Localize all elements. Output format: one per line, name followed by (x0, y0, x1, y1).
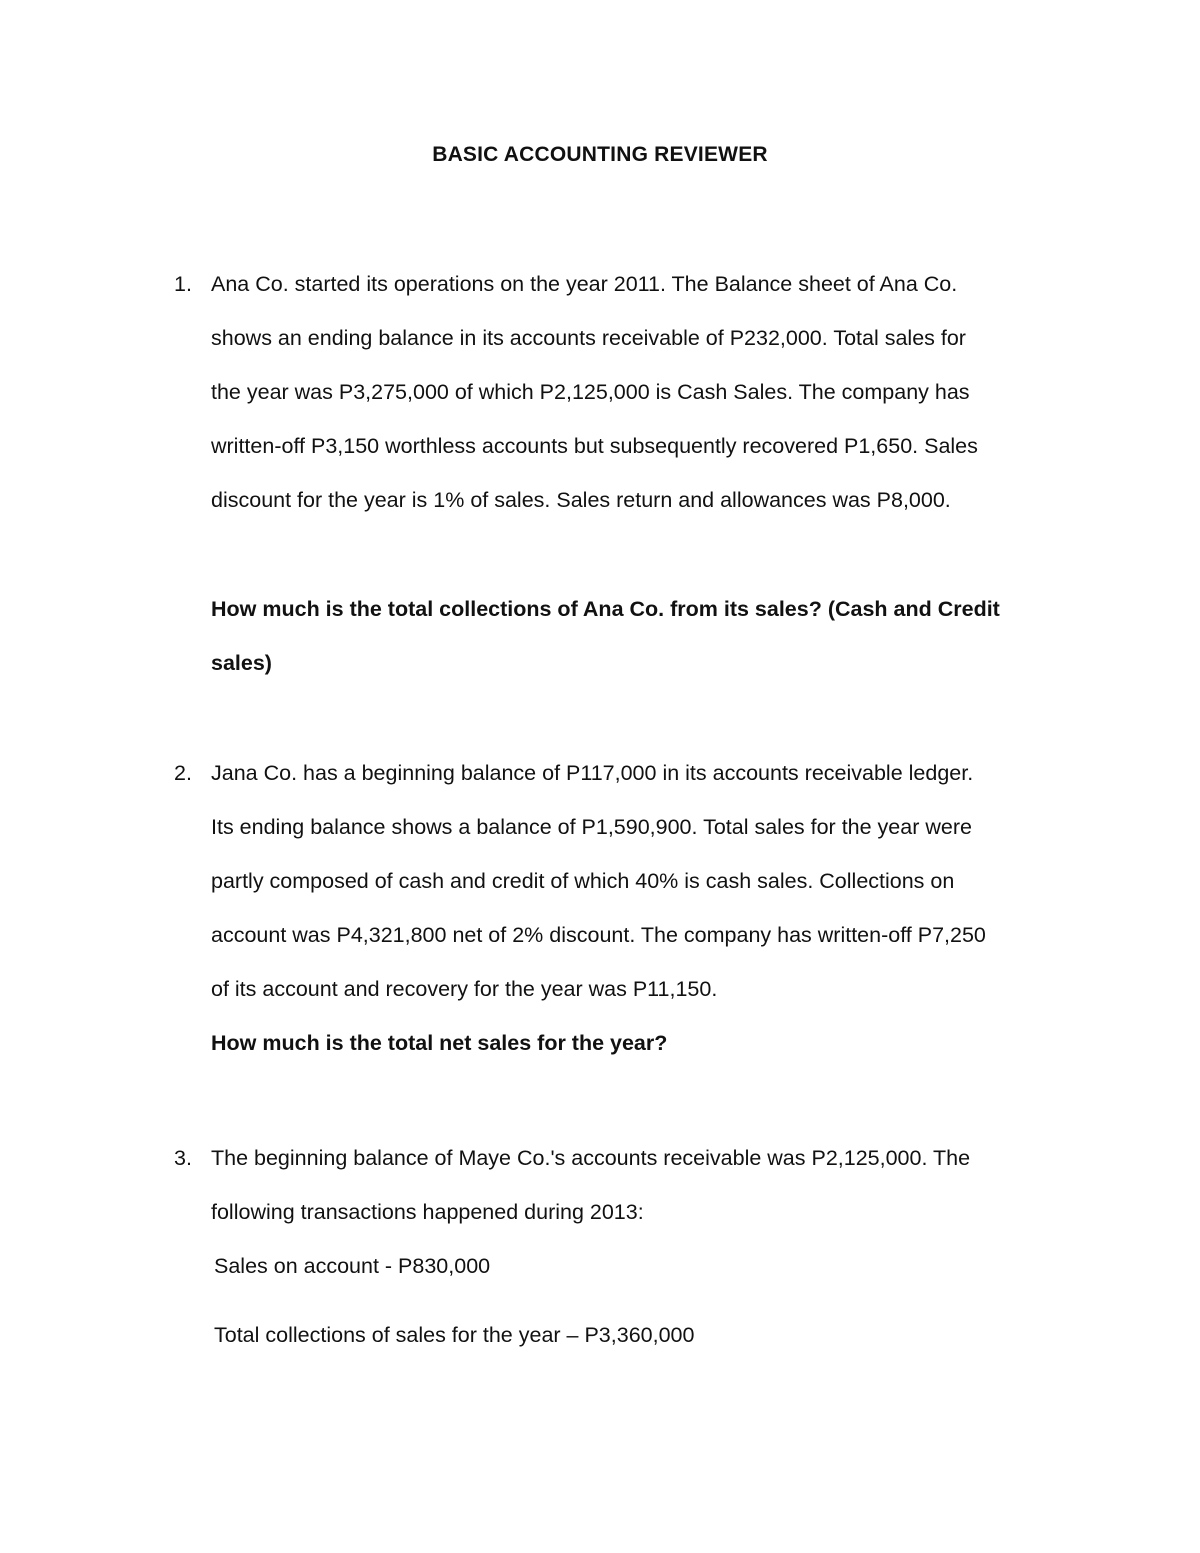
question-1-line-1: Ana Co. started its operations on the year 2011. The Balance sheet of Ana Co. (211, 272, 958, 296)
question-1-number: 1. (174, 272, 192, 296)
question-3-line-2: following transactions happened during 2013: (211, 1200, 644, 1224)
document-title: BASIC ACCOUNTING REVIEWER (432, 143, 768, 166)
question-3-item-1: Sales on account - P830,000 (214, 1254, 491, 1278)
question-3-item-2: Total collections of sales for the year – P3,360,000 (214, 1323, 695, 1347)
question-1-line-5: discount for the year is 1% of sales. Sales return and allowances was P8,000. (211, 488, 951, 512)
question-2-line-4: account was P4,321,800 net of 2% discount. The company has written-off P7,250 (211, 923, 986, 947)
question-1-line-4: written-off P3,150 worthless accounts but subsequently recovered P1,650. Sales (211, 434, 978, 458)
question-1-prompt-line-2: sales) (211, 651, 272, 675)
question-2-line-1: Jana Co. has a beginning balance of P117,000 in its accounts receivable ledger. (211, 761, 974, 785)
question-2-line-3: partly composed of cash and credit of which 40% is cash sales. Collections on (211, 869, 955, 893)
question-3-number: 3. (174, 1146, 192, 1170)
question-3-line-1: The beginning balance of Maye Co.'s accounts receivable was P2,125,000. The (211, 1146, 971, 1170)
question-1-line-3: the year was P3,275,000 of which P2,125,000 is Cash Sales. The company has (211, 380, 970, 404)
question-2-number: 2. (174, 761, 192, 785)
question-1-prompt-line-1: How much is the total collections of Ana Co. from its sales? (Cash and Credit (211, 597, 1000, 621)
question-2-line-2: Its ending balance shows a balance of P1,590,900. Total sales for the year were (211, 815, 972, 839)
question-2-line-5: of its account and recovery for the year was P11,150. (211, 977, 718, 1001)
question-1-line-2: shows an ending balance in its accounts receivable of P232,000. Total sales for (211, 326, 966, 350)
question-2-prompt-line-1: How much is the total net sales for the year? (211, 1031, 668, 1055)
